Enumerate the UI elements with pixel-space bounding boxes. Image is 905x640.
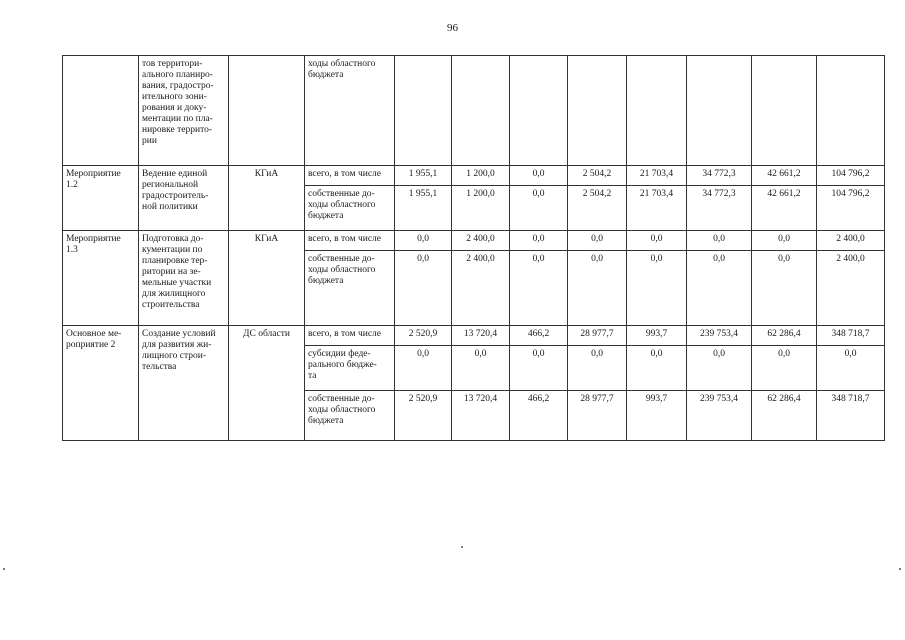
table-cell: всего, в том числе bbox=[305, 326, 395, 346]
table-cell: 28 977,7 bbox=[568, 326, 627, 346]
table-cell: 2 400,0 bbox=[817, 251, 885, 326]
table-cell bbox=[568, 56, 627, 166]
table-cell: 0,0 bbox=[395, 346, 452, 391]
table-cell: Основное ме- роприятие 2 bbox=[63, 326, 139, 441]
table-cell: Мероприятие 1.3 bbox=[63, 231, 139, 326]
table-cell: 0,0 bbox=[687, 346, 752, 391]
table-cell: 0,0 bbox=[510, 186, 568, 231]
table-cell: 0,0 bbox=[627, 346, 687, 391]
table-body bbox=[63, 56, 885, 441]
table-cell: 0,0 bbox=[752, 251, 817, 326]
table-cell: 1 955,1 bbox=[395, 166, 452, 186]
table-cell: 2 400,0 bbox=[452, 231, 510, 251]
table-cell bbox=[752, 56, 817, 166]
table-cell: 104 796,2 bbox=[817, 186, 885, 231]
table-cell: 0,0 bbox=[687, 251, 752, 326]
table-cell: Создание условий для развития жи- лищного строи- тельства bbox=[139, 326, 229, 441]
table-cell: ходы областного бюджета bbox=[305, 56, 395, 166]
table-cell bbox=[510, 56, 568, 166]
table-cell: 466,2 bbox=[510, 391, 568, 441]
table-cell bbox=[229, 56, 305, 166]
table-cell: 0,0 bbox=[395, 251, 452, 326]
table-cell: 0,0 bbox=[752, 346, 817, 391]
table-row bbox=[63, 231, 885, 251]
table-cell: 13 720,4 bbox=[452, 391, 510, 441]
table-cell: 2 400,0 bbox=[452, 251, 510, 326]
table-row bbox=[63, 166, 885, 186]
table-cell: 2 400,0 bbox=[817, 231, 885, 251]
table-cell: 0,0 bbox=[452, 346, 510, 391]
scan-speck bbox=[3, 568, 5, 570]
table-cell: 34 772,3 bbox=[687, 166, 752, 186]
table-cell: 466,2 bbox=[510, 326, 568, 346]
table-cell bbox=[452, 56, 510, 166]
table-cell: 21 703,4 bbox=[627, 166, 687, 186]
table-cell bbox=[63, 56, 139, 166]
table-cell: 0,0 bbox=[510, 251, 568, 326]
table-cell: 993,7 bbox=[627, 391, 687, 441]
table-cell: 0,0 bbox=[568, 251, 627, 326]
table-cell: 993,7 bbox=[627, 326, 687, 346]
table-cell: Подготовка до- кументации по планировке тер- ритории на зе- мельные участки для жилищного строительства bbox=[139, 231, 229, 326]
table-cell: субсидии феде- рального бюдже- та bbox=[305, 346, 395, 391]
table-cell: КГиА bbox=[229, 166, 305, 231]
table-cell: ДС области bbox=[229, 326, 305, 441]
table-cell: всего, в том числе bbox=[305, 166, 395, 186]
page-number: 96 bbox=[447, 22, 458, 34]
table-cell: 0,0 bbox=[568, 346, 627, 391]
table-cell: 0,0 bbox=[395, 231, 452, 251]
table-cell bbox=[687, 56, 752, 166]
budget-table bbox=[62, 55, 885, 441]
table-cell bbox=[395, 56, 452, 166]
table-row bbox=[63, 326, 885, 346]
table-cell: всего, в том числе bbox=[305, 231, 395, 251]
table-cell: 0,0 bbox=[568, 231, 627, 251]
table-cell: 239 753,4 bbox=[687, 391, 752, 441]
table-cell: 42 661,2 bbox=[752, 186, 817, 231]
table-cell: Мероприятие 1.2 bbox=[63, 166, 139, 231]
table-cell: 2 520,9 bbox=[395, 326, 452, 346]
table-cell: 0,0 bbox=[627, 251, 687, 326]
table-cell: 0,0 bbox=[510, 346, 568, 391]
table-cell: 0,0 bbox=[510, 166, 568, 186]
table-cell: собственные до- ходы областного бюджета bbox=[305, 391, 395, 441]
scan-speck bbox=[899, 568, 901, 570]
table-cell: 0,0 bbox=[752, 231, 817, 251]
table-cell: 21 703,4 bbox=[627, 186, 687, 231]
table-cell: 2 520,9 bbox=[395, 391, 452, 441]
table-row bbox=[63, 56, 885, 166]
scan-speck bbox=[461, 546, 463, 548]
table-cell: 348 718,7 bbox=[817, 391, 885, 441]
table-cell: 0,0 bbox=[817, 346, 885, 391]
table-cell: тов территори- ального планиро- вания, градостро- ительного зони- рования и доку- ментации по пла- нировке террито- рии bbox=[139, 56, 229, 166]
table-cell: 42 661,2 bbox=[752, 166, 817, 186]
table-cell: 28 977,7 bbox=[568, 391, 627, 441]
table-cell bbox=[627, 56, 687, 166]
table-cell: Ведение единой региональной градостроитель- ной политики bbox=[139, 166, 229, 231]
table-cell: 62 286,4 bbox=[752, 391, 817, 441]
table-cell: собственные до- ходы областного бюджета bbox=[305, 251, 395, 326]
table-cell: 1 200,0 bbox=[452, 166, 510, 186]
table-cell: 0,0 bbox=[687, 231, 752, 251]
table-cell: 34 772,3 bbox=[687, 186, 752, 231]
table-cell bbox=[817, 56, 885, 166]
table-cell: 104 796,2 bbox=[817, 166, 885, 186]
table-cell: 13 720,4 bbox=[452, 326, 510, 346]
table-cell: 239 753,4 bbox=[687, 326, 752, 346]
table-cell: 348 718,7 bbox=[817, 326, 885, 346]
table-cell: 2 504,2 bbox=[568, 186, 627, 231]
table-cell: собственные до- ходы областного бюджета bbox=[305, 186, 395, 231]
table-cell: 0,0 bbox=[510, 231, 568, 251]
table-cell: 2 504,2 bbox=[568, 166, 627, 186]
table-cell: КГиА bbox=[229, 231, 305, 326]
table-cell: 1 955,1 bbox=[395, 186, 452, 231]
table-cell: 62 286,4 bbox=[752, 326, 817, 346]
table-cell: 0,0 bbox=[627, 231, 687, 251]
table-cell: 1 200,0 bbox=[452, 186, 510, 231]
